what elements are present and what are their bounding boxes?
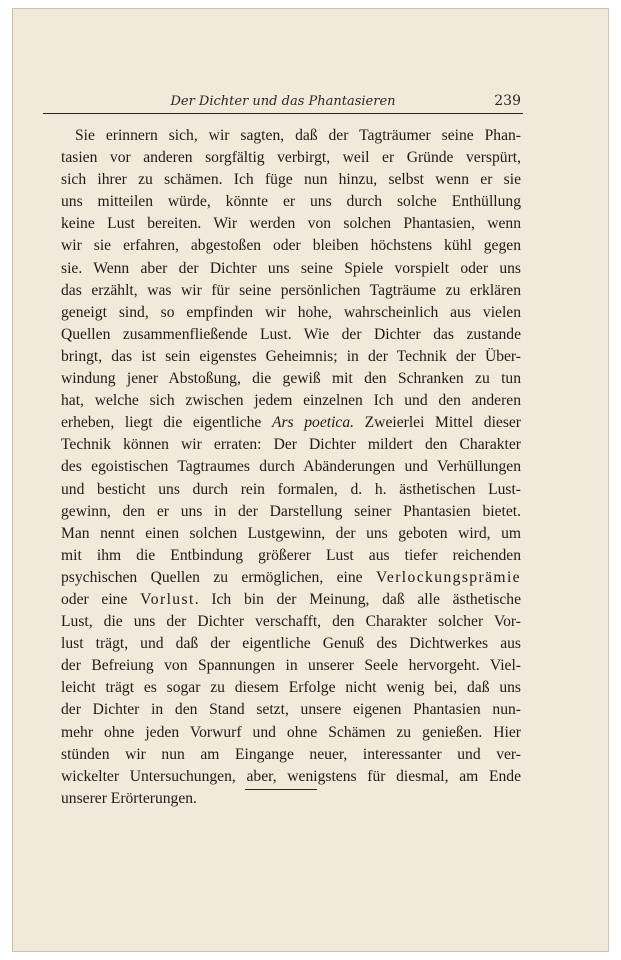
book-page xyxy=(12,8,609,952)
text-line xyxy=(61,258,521,280)
text-line xyxy=(61,147,521,169)
text-segment: der Befreiung von Spannungen in unserer Seele hervorgeht. Viel- xyxy=(61,657,521,675)
text-line xyxy=(61,699,521,721)
text-line xyxy=(61,434,521,456)
text-segment: sie. Wenn aber der Dichter uns seine Spiele vorspielt oder uns xyxy=(61,259,521,277)
text-segment: stünden wir nun am Eingange neuer, interessanter und ver- xyxy=(61,745,521,763)
text-line xyxy=(61,324,521,346)
text-segment: sich ihrer zu schämen. Ich füge nun hinzu, selbst wenn er sie xyxy=(61,171,521,189)
header-title: Der Dichter und das Phantasieren xyxy=(170,94,396,109)
text-segment: Sie erinnern sich, wir sagten, daß der Tagträumer seine Phan- xyxy=(75,127,521,144)
text-segment: lust trägt, und daß der eigentliche Genuß des Dichtwerkes aus xyxy=(61,635,521,653)
text-line xyxy=(61,213,521,235)
italic-text: Ars poetica. xyxy=(271,414,355,432)
text-line xyxy=(61,611,521,633)
text-segment: oder eine xyxy=(61,590,141,608)
text-line xyxy=(61,235,521,257)
text-segment: uns mitteilen würde, könnte er uns durch solche Enthüllung xyxy=(61,193,521,211)
text-segment: leicht trägt es sogar zu diesem Erfolge nicht wenig bei, daß uns xyxy=(61,679,521,697)
spaced-text: Vorlust xyxy=(140,590,195,608)
spaced-text: Verlockungsprämie xyxy=(375,568,521,586)
text-segment: der Dichter in den Stand setzt, unsere eigenen Phantasien nun- xyxy=(61,701,521,719)
text-line xyxy=(61,589,521,611)
text-segment: hat, welche sich zwischen jedem einzelnen Ich und den anderen xyxy=(61,392,521,410)
text-line xyxy=(61,744,521,766)
text-segment: unserer Erörterungen. xyxy=(61,789,197,807)
text-segment: Quellen zusammenfließende Lust. Wie der Dichter das zustande xyxy=(61,325,521,343)
text-segment: wickelter Untersuchungen, aber, wenigstens für diesmal, am Ende xyxy=(61,767,521,785)
text-line xyxy=(61,766,521,788)
text-segment: mit ihm die Entbindung größerer Lust aus tiefer reichenden xyxy=(61,546,521,564)
text-segment: keine Lust bereiten. Wir werden von solchen Phantasien, wenn xyxy=(61,215,521,233)
text-segment: wir sie erfahren, abgestoßen oder bleiben höchstens kühl gegen xyxy=(61,237,521,255)
text-segment: bringt, das ist sein eigenstes Geheimnis; in der Technik der Über- xyxy=(61,347,521,365)
text-line xyxy=(61,169,521,191)
text-line xyxy=(61,280,521,302)
body-paragraph xyxy=(61,125,521,810)
text-line xyxy=(61,125,521,147)
text-line xyxy=(61,545,521,567)
text-segment: gewinn, den er uns in der Darstellung seiner Phantasien bietet. xyxy=(61,502,521,520)
text-segment: des egoistischen Tagtraumes durch Abänderungen und Verhüllungen xyxy=(61,458,521,476)
text-segment: tasien vor anderen sorgfältig verbirgt, weil er Gründe verspürt, xyxy=(61,149,521,167)
text-line xyxy=(61,412,521,434)
text-segment: erheben, liegt die eigentliche xyxy=(61,414,272,432)
text-segment: das erzählt, was wir für seine persönlichen Tagträume zu erklären xyxy=(61,281,521,299)
running-header xyxy=(43,89,523,114)
text-line xyxy=(61,346,521,368)
text-segment: Man nennt einen solchen Lustgewinn, der uns geboten wird, um xyxy=(61,524,521,542)
text-line xyxy=(61,368,521,390)
text-line xyxy=(61,191,521,213)
text-segment: Technik können wir erraten: Der Dichter mildert den Charakter xyxy=(61,436,521,454)
page-number: 239 xyxy=(494,93,521,109)
text-line xyxy=(61,655,521,677)
text-line xyxy=(61,479,521,501)
text-line xyxy=(61,567,521,589)
text-segment: und besticht uns durch rein formalen, d. h. ästhetischen Lust- xyxy=(61,480,521,498)
text-segment: psychischen Quellen zu ermöglichen, eine xyxy=(61,568,376,586)
text-line xyxy=(61,788,521,810)
closing-rule xyxy=(245,789,317,790)
text-line xyxy=(61,456,521,478)
text-line xyxy=(61,722,521,744)
text-segment: geneigt sind, so empfinden wir hohe, wahrscheinlich aus vielen xyxy=(61,303,521,321)
text-segment: . Ich bin der Meinung, daß alle ästhetische xyxy=(194,590,522,608)
text-segment: Zweierlei Mittel dieser xyxy=(354,414,522,432)
text-segment: mehr ohne jeden Vorwurf und ohne Schämen zu genießen. Hier xyxy=(61,723,521,741)
text-line xyxy=(61,523,521,545)
text-line xyxy=(61,677,521,699)
text-line xyxy=(61,501,521,523)
text-segment: windung jener Abstoßung, die gewiß mit den Schranken zu tun xyxy=(61,370,521,388)
text-line xyxy=(61,390,521,412)
text-line xyxy=(61,633,521,655)
text-line xyxy=(61,302,521,324)
text-segment: Lust, die uns der Dichter verschafft, den Charakter solcher Vor- xyxy=(61,613,521,631)
